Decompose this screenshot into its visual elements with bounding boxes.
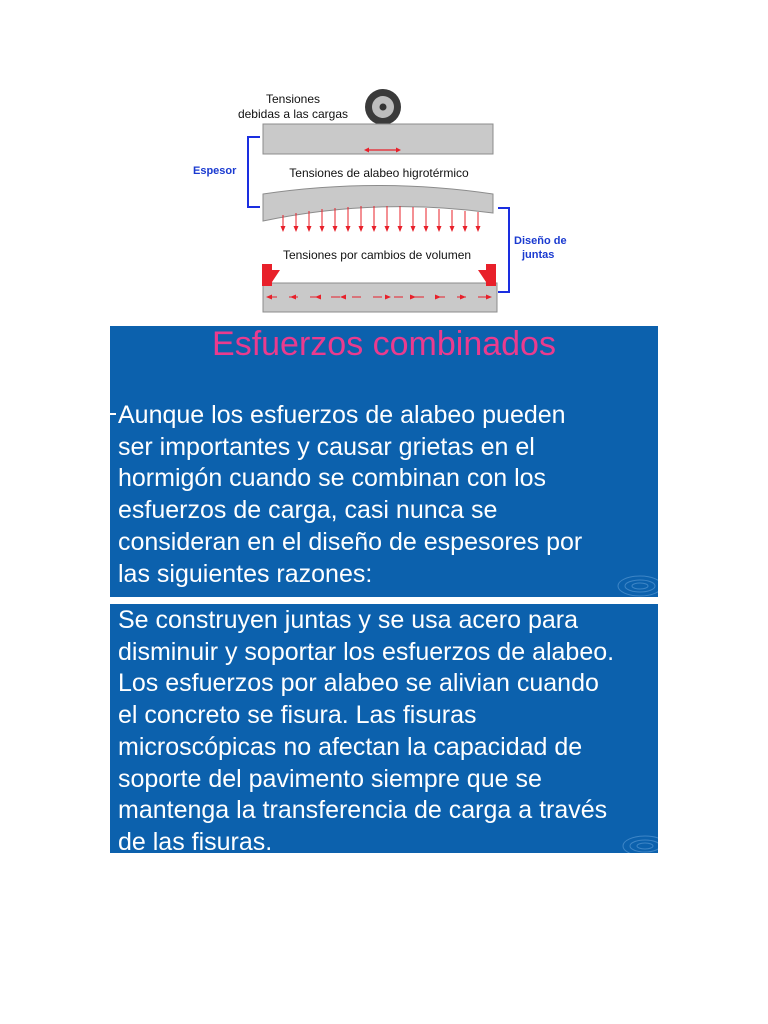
slide-title: Esfuerzos combinados <box>212 325 556 363</box>
volume-stresses-label: Tensiones por cambios de volumen <box>282 248 472 262</box>
pavement-stress-diagram <box>0 0 768 320</box>
slab-curling <box>263 186 493 222</box>
load-stresses-label-line2: debidas a las cargas <box>237 107 349 121</box>
joint-design-label-line1: Diseño de <box>514 235 567 247</box>
wheel-icon <box>365 89 401 125</box>
joint-design-label-line2: juntas <box>522 249 555 261</box>
slide-paragraph-reasons: Se construyen juntas y se usa acero para disminuir y soportar los esfuerzos de alabeo. Los esfuerzos por alabeo se alivian cuando el concreto se fisura. Las fisuras microscópicas no afectan la capacidad de soporte del pavimento siempre que se mantenga la transferencia de carga a través de las fisuras. <box>118 606 615 856</box>
swirl-decoration <box>605 566 658 597</box>
load-stresses-label-line1: Tensiones <box>265 92 321 106</box>
bullet-marker <box>108 413 116 415</box>
swirl-decoration <box>610 826 658 853</box>
curling-stresses-label: Tensiones de alabeo higrotérmico <box>289 166 469 180</box>
thickness-label: Espesor <box>193 165 237 177</box>
thickness-bracket <box>248 137 260 207</box>
joint-design-bracket <box>498 208 509 292</box>
slide-paragraph-intro: Aunque los esfuerzos de alabeo pueden ser importantes y causar grietas en el hormigón cuando se combinan con los esfuerzos de carga, casi nunca se consideran en el diseño de espesores por las siguientes razones: <box>118 401 583 588</box>
